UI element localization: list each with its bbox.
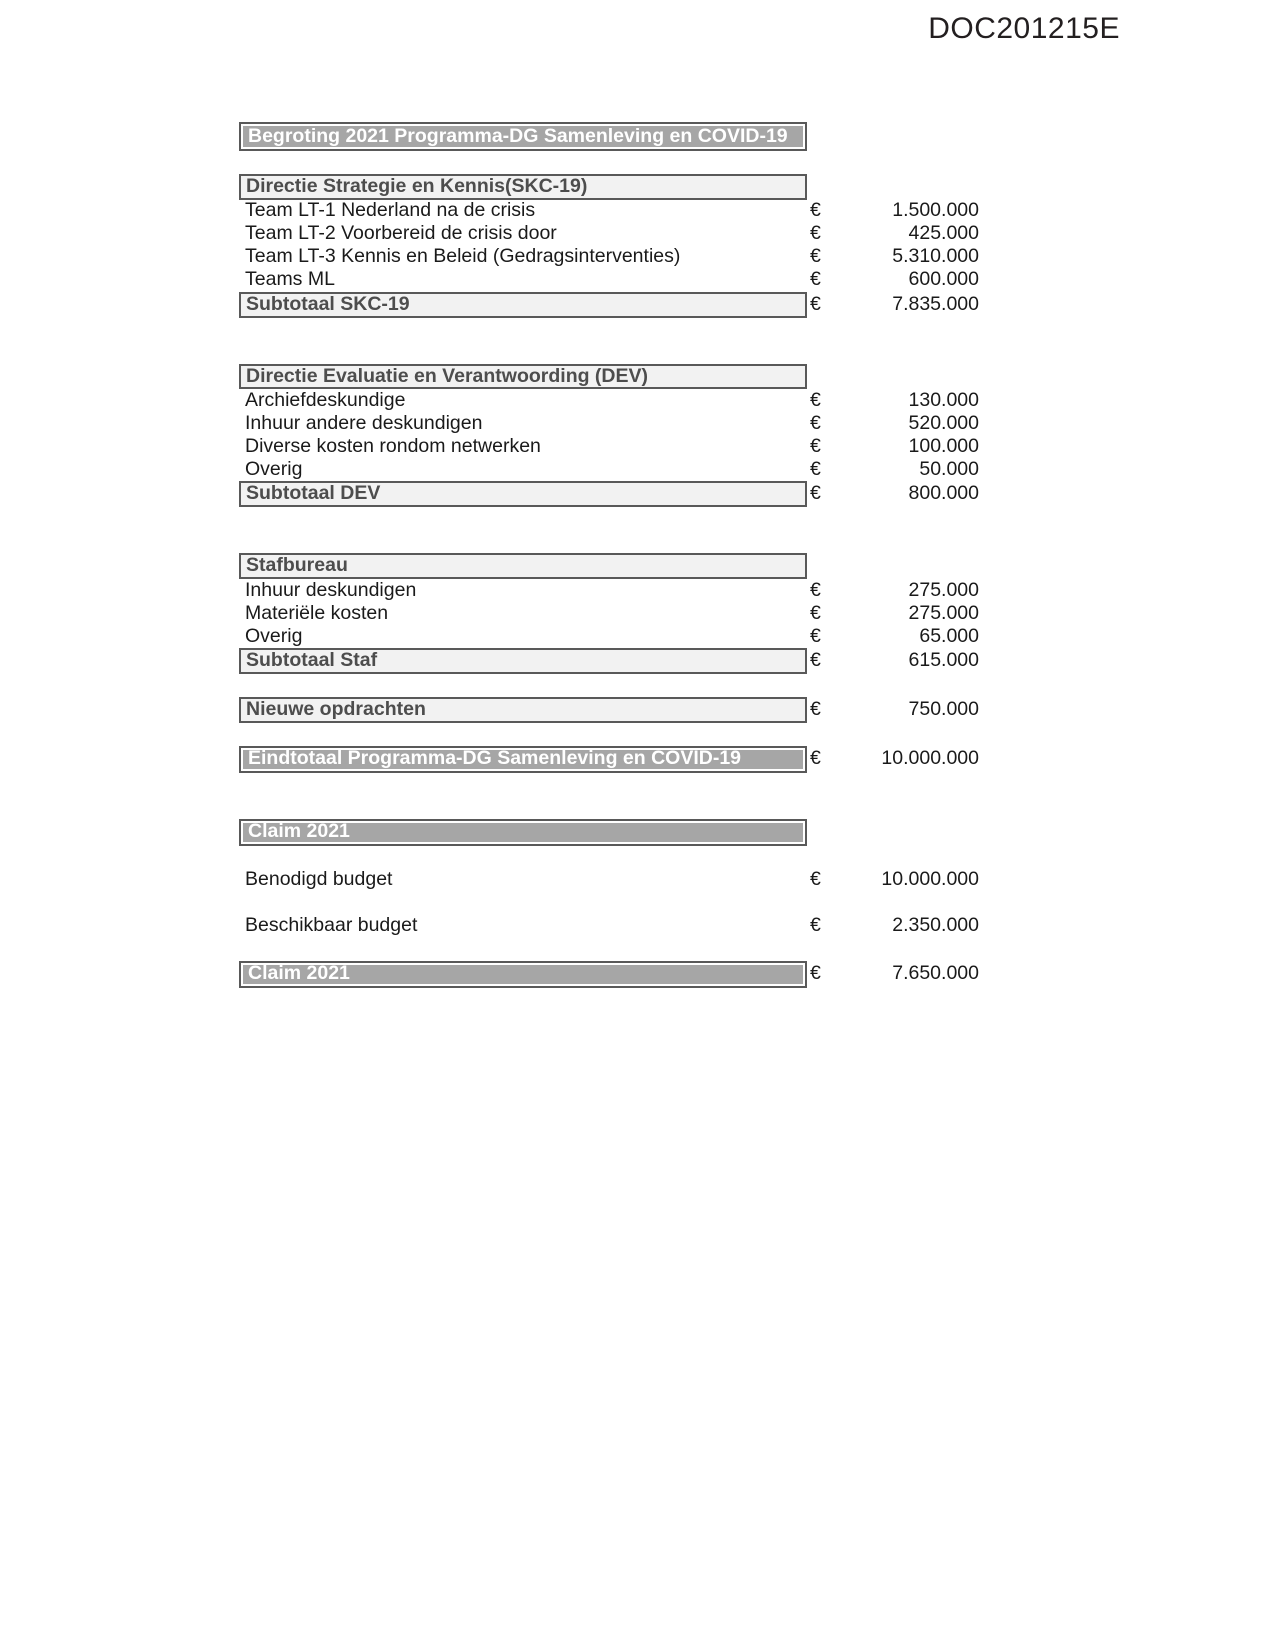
currency-symbol: € <box>810 222 821 245</box>
new-assignments-label: Nieuwe opdrachten <box>239 697 807 723</box>
row-label: Beschikbaar budget <box>245 914 418 937</box>
row-amount <box>807 869 999 892</box>
claim-header-amount <box>807 819 999 846</box>
row-amount <box>807 458 999 481</box>
currency-symbol: € <box>810 914 821 937</box>
subtotal-row-skc <box>239 292 999 318</box>
currency-symbol: € <box>810 649 821 672</box>
claim-header-label: Claim 2021 <box>239 819 807 846</box>
row-label: Inhuur deskundigen <box>245 578 417 601</box>
amount-value: 50.000 <box>919 458 979 481</box>
amount-value: 100.000 <box>908 435 979 458</box>
currency-symbol: € <box>810 389 821 412</box>
budget-sheet <box>239 122 999 988</box>
claim-total-label: Claim 2021 <box>239 961 807 988</box>
subtotal-amount <box>807 292 999 318</box>
spacer <box>239 723 999 746</box>
row-label: Overig <box>245 624 303 647</box>
amount-value: 520.000 <box>908 412 979 435</box>
row-amount <box>807 200 999 223</box>
section-header-label: Directie Strategie en Kennis(SKC-19) <box>239 174 807 200</box>
row-label: Teams ML <box>245 268 335 291</box>
row-label: Team LT-1 Nederland na de crisis <box>245 199 536 222</box>
subtotal-label: Subtotaal SKC-19 <box>239 292 807 318</box>
row-label: Archiefdeskundige <box>245 389 406 412</box>
grand-total-amount <box>807 746 999 773</box>
amount-value: 10.000.000 <box>881 747 979 770</box>
section-header-row-dev <box>239 364 999 390</box>
spacer <box>239 674 999 697</box>
row-amount <box>807 602 999 625</box>
subtotal-label: Subtotaal DEV <box>239 481 807 507</box>
currency-symbol: € <box>810 292 821 315</box>
table-row <box>239 435 999 458</box>
row-label: Materiële kosten <box>245 601 389 624</box>
amount-value: 275.000 <box>908 578 979 601</box>
subtotal-amount <box>807 648 999 674</box>
row-amount <box>807 246 999 269</box>
table-row <box>239 579 999 602</box>
row-label: Inhuur andere deskundigen <box>245 412 483 435</box>
row-label: Team LT-3 Kennis en Beleid (Gedragsinterventies) <box>245 245 681 268</box>
currency-symbol: € <box>810 412 821 435</box>
currency-symbol: € <box>810 435 821 458</box>
table-row <box>239 246 999 269</box>
currency-symbol: € <box>810 458 821 481</box>
table-row <box>239 223 999 246</box>
budget-title-amount <box>807 122 999 151</box>
amount-value: 600.000 <box>908 268 979 291</box>
row-amount <box>807 915 999 938</box>
spacer <box>239 318 999 364</box>
section-header-row-skc <box>239 174 999 200</box>
new-assignments-amount <box>807 697 999 723</box>
new-assignments-row <box>239 697 999 723</box>
amount-value: 800.000 <box>908 482 979 505</box>
section-header-label: Directie Evaluatie en Verantwoording (DEV) <box>239 364 807 390</box>
currency-symbol: € <box>810 199 821 222</box>
currency-symbol: € <box>810 697 821 720</box>
row-amount <box>807 412 999 435</box>
amount-value: 615.000 <box>908 649 979 672</box>
row-amount <box>807 269 999 292</box>
row-label: Diverse kosten rondom netwerken <box>245 435 541 458</box>
table-row <box>239 915 999 938</box>
spacer <box>239 938 999 961</box>
row-amount <box>807 435 999 458</box>
section-header-row-staf <box>239 553 999 579</box>
currency-symbol: € <box>810 601 821 624</box>
spacer <box>239 846 999 869</box>
amount-value: 130.000 <box>908 389 979 412</box>
row-label: Team LT-2 Voorbereid de crisis door <box>245 222 557 245</box>
amount-value: 425.000 <box>908 222 979 245</box>
budget-title-row <box>239 122 999 151</box>
subtotal-amount <box>807 481 999 507</box>
row-amount <box>807 389 999 412</box>
amount-value: 7.650.000 <box>892 962 979 985</box>
section-header-amount <box>807 174 999 200</box>
row-amount <box>807 625 999 648</box>
row-label: Benodigd budget <box>245 868 393 891</box>
amount-value: 275.000 <box>908 601 979 624</box>
subtotal-row-dev <box>239 481 999 507</box>
spacer <box>239 151 999 174</box>
subtotal-label: Subtotaal Staf <box>239 648 807 674</box>
amount-value: 10.000.000 <box>881 868 979 891</box>
row-amount <box>807 579 999 602</box>
currency-symbol: € <box>810 245 821 268</box>
currency-symbol: € <box>810 482 821 505</box>
grand-total-row <box>239 746 999 773</box>
grand-total-label: Eindtotaal Programma-DG Samenleving en COVID-19 <box>239 746 807 773</box>
amount-value: 1.500.000 <box>892 199 979 222</box>
amount-value: 65.000 <box>919 624 979 647</box>
amount-value: 2.350.000 <box>892 914 979 937</box>
claim-header-row <box>239 819 999 846</box>
amount-value: 750.000 <box>908 697 979 720</box>
budget-title: Begroting 2021 Programma-DG Samenleving en COVID-19 <box>239 122 807 151</box>
subtotal-row-staf <box>239 648 999 674</box>
amount-value: 5.310.000 <box>892 245 979 268</box>
table-row <box>239 602 999 625</box>
amount-value: 7.835.000 <box>892 292 979 315</box>
table-row <box>239 389 999 412</box>
table-row <box>239 625 999 648</box>
spacer <box>239 507 999 553</box>
row-label: Overig <box>245 458 303 481</box>
table-row <box>239 458 999 481</box>
table-row <box>239 412 999 435</box>
currency-symbol: € <box>810 624 821 647</box>
document-code: DOC201215E <box>928 12 1120 45</box>
spacer <box>239 892 999 915</box>
row-amount <box>807 223 999 246</box>
section-header-amount <box>807 553 999 579</box>
table-row <box>239 200 999 223</box>
section-header-amount <box>807 364 999 390</box>
currency-symbol: € <box>810 268 821 291</box>
section-header-label: Stafbureau <box>239 553 807 579</box>
table-row <box>239 269 999 292</box>
claim-total-row <box>239 961 999 988</box>
currency-symbol: € <box>810 868 821 891</box>
spacer <box>239 773 999 819</box>
currency-symbol: € <box>810 747 821 770</box>
currency-symbol: € <box>810 578 821 601</box>
table-row <box>239 869 999 892</box>
claim-total-amount <box>807 961 999 988</box>
currency-symbol: € <box>810 962 821 985</box>
